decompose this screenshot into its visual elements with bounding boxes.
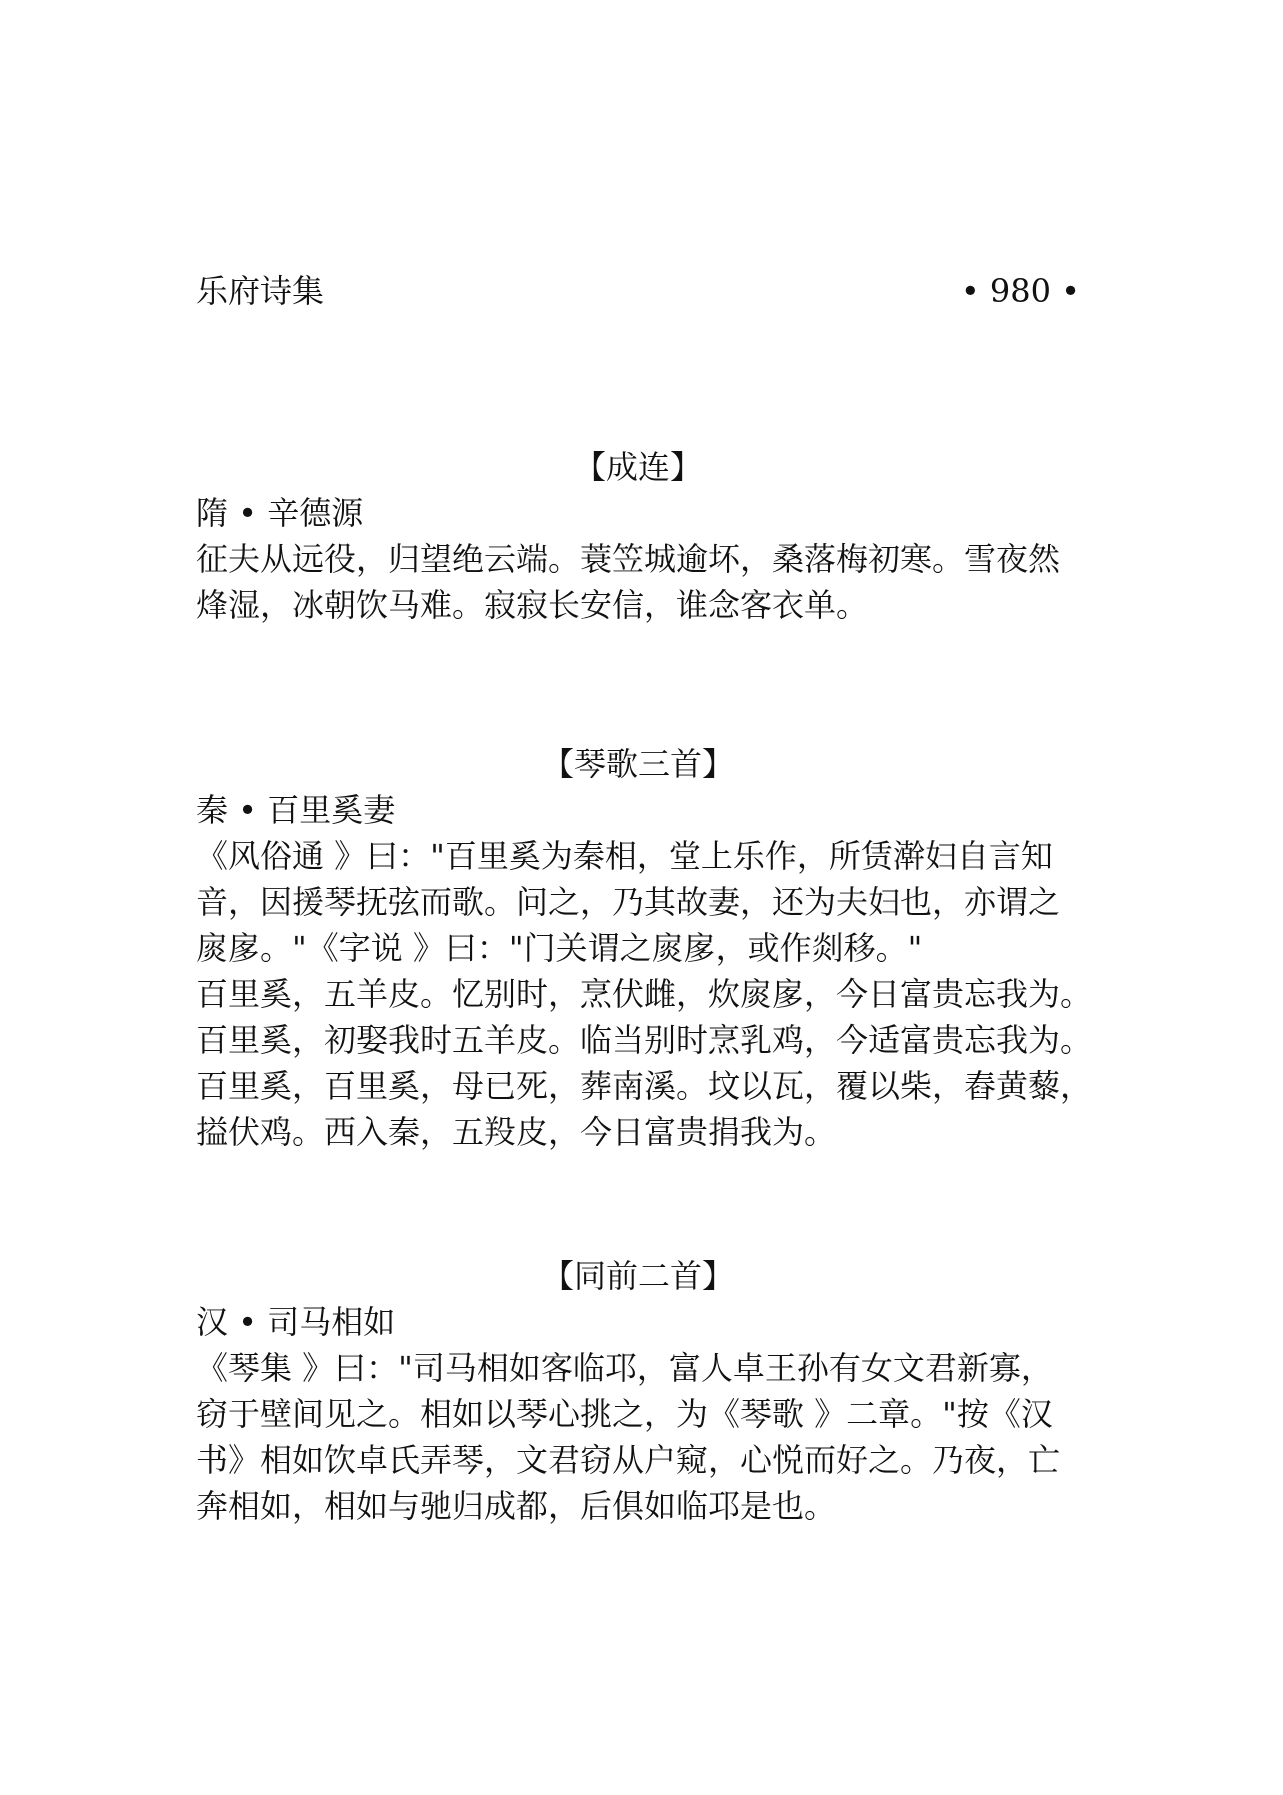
section-title: 【同前二首】: [541, 1257, 734, 1295]
text-line: 征夫从远役，归望绝云端。蓑笠城逾坏，桑落梅初寒。雪夜然: [196, 540, 1061, 578]
poem-section-qinge: [196, 741, 1120, 1155]
author-line: 隋 • 辛德源: [196, 494, 364, 532]
body-text: [196, 1345, 1120, 1529]
page-number: • 980 •: [960, 272, 1080, 310]
text-line: 《琴集 》曰："司马相如客临邛，富人卓王孙有女文君新寡，: [196, 1349, 1053, 1387]
author-line: 汉 • 司马相如: [196, 1303, 396, 1341]
text-line: 搤伏鸡。西入秦，五羖皮，今日富贵捐我为。: [196, 1113, 837, 1151]
poem-section-tongqian: [196, 1253, 1120, 1529]
text-line: 百里奚，五羊皮。忆别时，烹伏雌，炊扊扅，今日富贵忘我为。: [196, 975, 1093, 1013]
text-line: 《风俗通 》曰："百里奚为秦相，堂上乐作，所赁澣妇自言知: [196, 837, 1053, 875]
author-line: 秦 • 百里奚妻: [196, 791, 396, 829]
text-line: 音，因援琴抚弦而歌。问之，乃其故妻，还为夫妇也，亦谓之: [196, 883, 1061, 921]
book-title: 乐府诗集: [196, 272, 325, 310]
section-title: 【成连】: [573, 448, 702, 486]
text-line: 扊扅。"《字说 》曰："门关谓之扊扅，或作剡移。": [196, 929, 923, 967]
text-line: 奔相如，相如与驰归成都，后俱如临邛是也。: [196, 1487, 837, 1525]
section-title: 【琴歌三首】: [541, 745, 734, 783]
text-line: 烽湿，冰朝饮马难。寂寂长安信，谁念客衣单。: [196, 586, 869, 624]
poem-section-chenglian: [196, 444, 1120, 628]
text-line: 窃于壁间见之。相如以琴心挑之，为《琴歌 》二章。"按《汉: [196, 1395, 1053, 1433]
text-line: 书》相如饮卓氏弄琴，文君窃从户窥，心悦而好之。乃夜，亡: [196, 1441, 1061, 1479]
body-text: [196, 833, 1120, 1155]
text-line: 百里奚，百里奚，母已死，葬南溪。坟以瓦，覆以柴，舂黄藜，: [196, 1067, 1093, 1105]
text-line: 百里奚，初娶我时五羊皮。临当别时烹乳鸡，今适富贵忘我为。: [196, 1021, 1093, 1059]
page-header: [196, 268, 1080, 314]
body-text: [196, 536, 1120, 628]
